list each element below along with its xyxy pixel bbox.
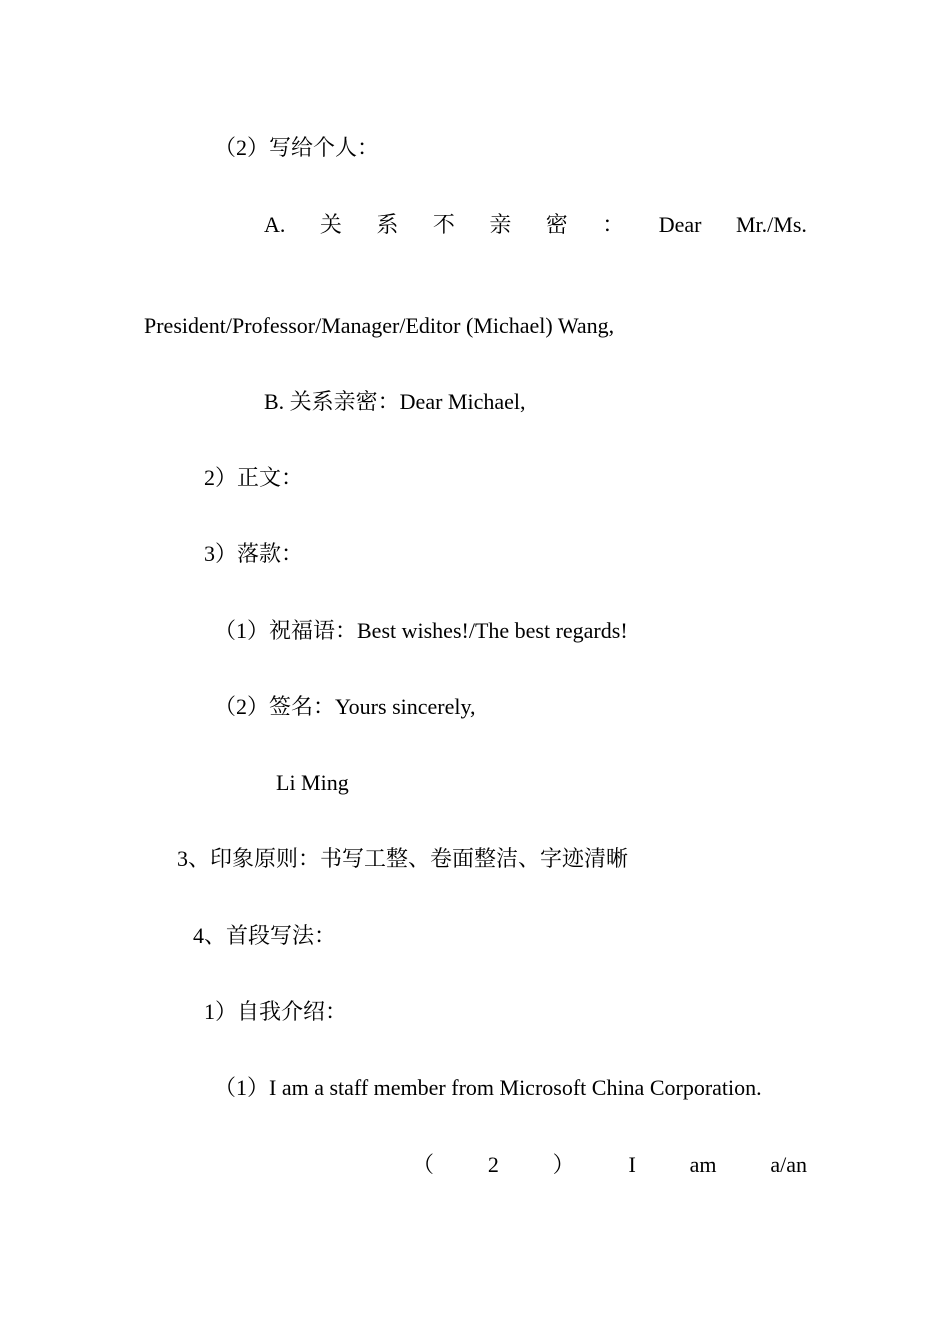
- word: Mr./Ms.: [735, 212, 807, 237]
- text-line-example-1: （1）I am a staff member from Microsoft China Corporation.: [214, 1075, 762, 1100]
- word: a/an: [770, 1152, 807, 1177]
- word: Dear: [658, 212, 702, 237]
- text-line-close-relationship: B. 关系亲密：Dear Michael,: [264, 389, 526, 414]
- text-line-titles: President/Professor/Manager/Editor (Michael) Wang,: [144, 313, 615, 338]
- text-line-self-introduction: 1）自我介绍：: [204, 999, 348, 1024]
- word: A.: [264, 212, 286, 237]
- text-line-first-paragraph: 4、首段写法：: [193, 923, 337, 948]
- word: 2: [487, 1152, 499, 1177]
- word: 关: [319, 212, 342, 237]
- text-line-signature-section: 3）落款：: [204, 541, 304, 566]
- text-line-salutation-individual: （2）写给个人：: [214, 135, 380, 160]
- text-line-body: 2）正文：: [204, 465, 304, 490]
- text-line-blessing: （1）祝福语：Best wishes!/The best regards!: [214, 618, 628, 643]
- text-line-name: Li Ming: [276, 770, 349, 795]
- word: 系: [376, 212, 399, 237]
- word: I: [628, 1152, 636, 1177]
- word: am: [689, 1152, 717, 1177]
- word: 密: [545, 212, 568, 237]
- word: （: [412, 1152, 435, 1177]
- text-line-impression-principle: 3、印象原则：书写工整、卷面整洁、字迹清晰: [177, 846, 629, 871]
- text-line-signature: （2）签名：Yours sincerely,: [214, 694, 476, 719]
- word: 亲: [489, 212, 512, 237]
- word: 不: [432, 212, 455, 237]
- text-line-example-2: [412, 1151, 807, 1179]
- text-line-not-close-relationship: [264, 211, 807, 239]
- word: ）: [552, 1152, 575, 1177]
- word: ：: [602, 212, 625, 237]
